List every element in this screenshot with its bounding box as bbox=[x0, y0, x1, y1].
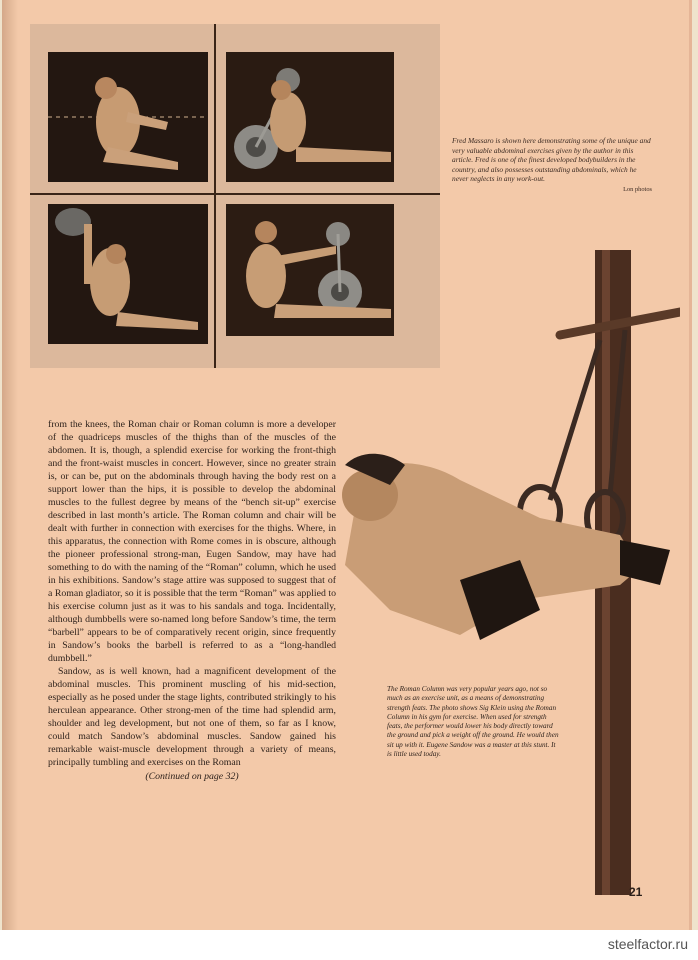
figure-situp-1 bbox=[48, 52, 208, 182]
continued-on-link[interactable]: (Continued on page 32) bbox=[145, 771, 239, 782]
article-paragraph-1: from the knees, the Roman chair or Roman column is more a developer of the quadriceps muscles of the thighs than of the muscles of the abdomen. It is, though, a splendid exercise for working the front-thigh and the front-waist muscles in concert. However, since no greater strain is, or can be, put on the abdominals through having the body rest on a support lower than the hips, it is possible to develop the abdominal muscles to the fullest degree by means of the “bench sit-up” exercise described in last month’s article. The Roman column and chair will be dealt with further in connection with exercises for the thighs. Where, in this apparatus, the connection with Rome comes in is obscure, although the pioneer professional strong-man, Eugen Sandow, may have had something to do with the naming of the “Roman” column, which he used in his exhibitions. Sandow’s stage attire was supposed to suggest that of a Roman gladiator, so it is possible that the term “Roman” was applied to his exercise column just as it was to his sandals and toga. Incidentally, although dumbbells were so-named long before Sandow’s time, the term “barbell” appears to be of comparatively recent origin, since frequently in Sandow’s books the barbell is referred to as a “long-handled dumbbell.” bbox=[48, 419, 336, 664]
figure-barbell-1 bbox=[226, 52, 394, 182]
photo-grid-horizontal-divider bbox=[30, 193, 440, 195]
photo-grid-vertical-divider bbox=[214, 24, 216, 368]
caption-fred-massaro bbox=[452, 136, 652, 195]
roman-column-photo bbox=[320, 250, 680, 900]
page-number: 21 bbox=[629, 885, 643, 899]
article-body bbox=[48, 418, 336, 783]
photo-dumbbell-1 bbox=[48, 204, 208, 344]
caption-fred-massaro-text: Fred Massaro is shown here demonstrating some of the unique and very valuable abdominal exercises given by the author in this article. Fred is one of the finest developed bodybuilders in the country, and also possesses outstanding abdominals, which he never neglects in any work-out. bbox=[452, 136, 651, 184]
figure-dumbbell-1 bbox=[48, 204, 208, 344]
caption-roman-column: The Roman Column was very popular years ago, not so much as an exercise unit, as a means of demonstrating strength feats. The photo shows Sig Klein using the Roman Column in his gym for exercise. When used for strength feats, the performer would lower his body directly toward the ground and pick a weight off the ground. He would then sit up with it. Eugene Sandow was a master at this stunt. It is little used today. bbox=[387, 685, 559, 759]
watermark: steelfactor.ru bbox=[607, 936, 688, 952]
photo-barbell-1 bbox=[226, 52, 394, 182]
article-paragraph-2: Sandow, as is well known, had a magnificent development of the abdominal muscles. This prominent muscling of his mid-section, especially as he posed under the stage lights, contributed strikingly to his herculean appearance. Other strong-men of the time had splendid arm, shoulder and leg development, but not one of them, so far as I know, could match Sandow’s abdominal muscles. Sandow gained his remarkable waist-muscle development through a variety of means, principally tumbling and exercises on the Roman bbox=[48, 666, 336, 768]
watermark-footer bbox=[0, 930, 698, 960]
photo-credit: Lon photos bbox=[623, 185, 652, 193]
photo-situp-1 bbox=[48, 52, 208, 182]
page-gutter-shadow bbox=[2, 0, 18, 930]
